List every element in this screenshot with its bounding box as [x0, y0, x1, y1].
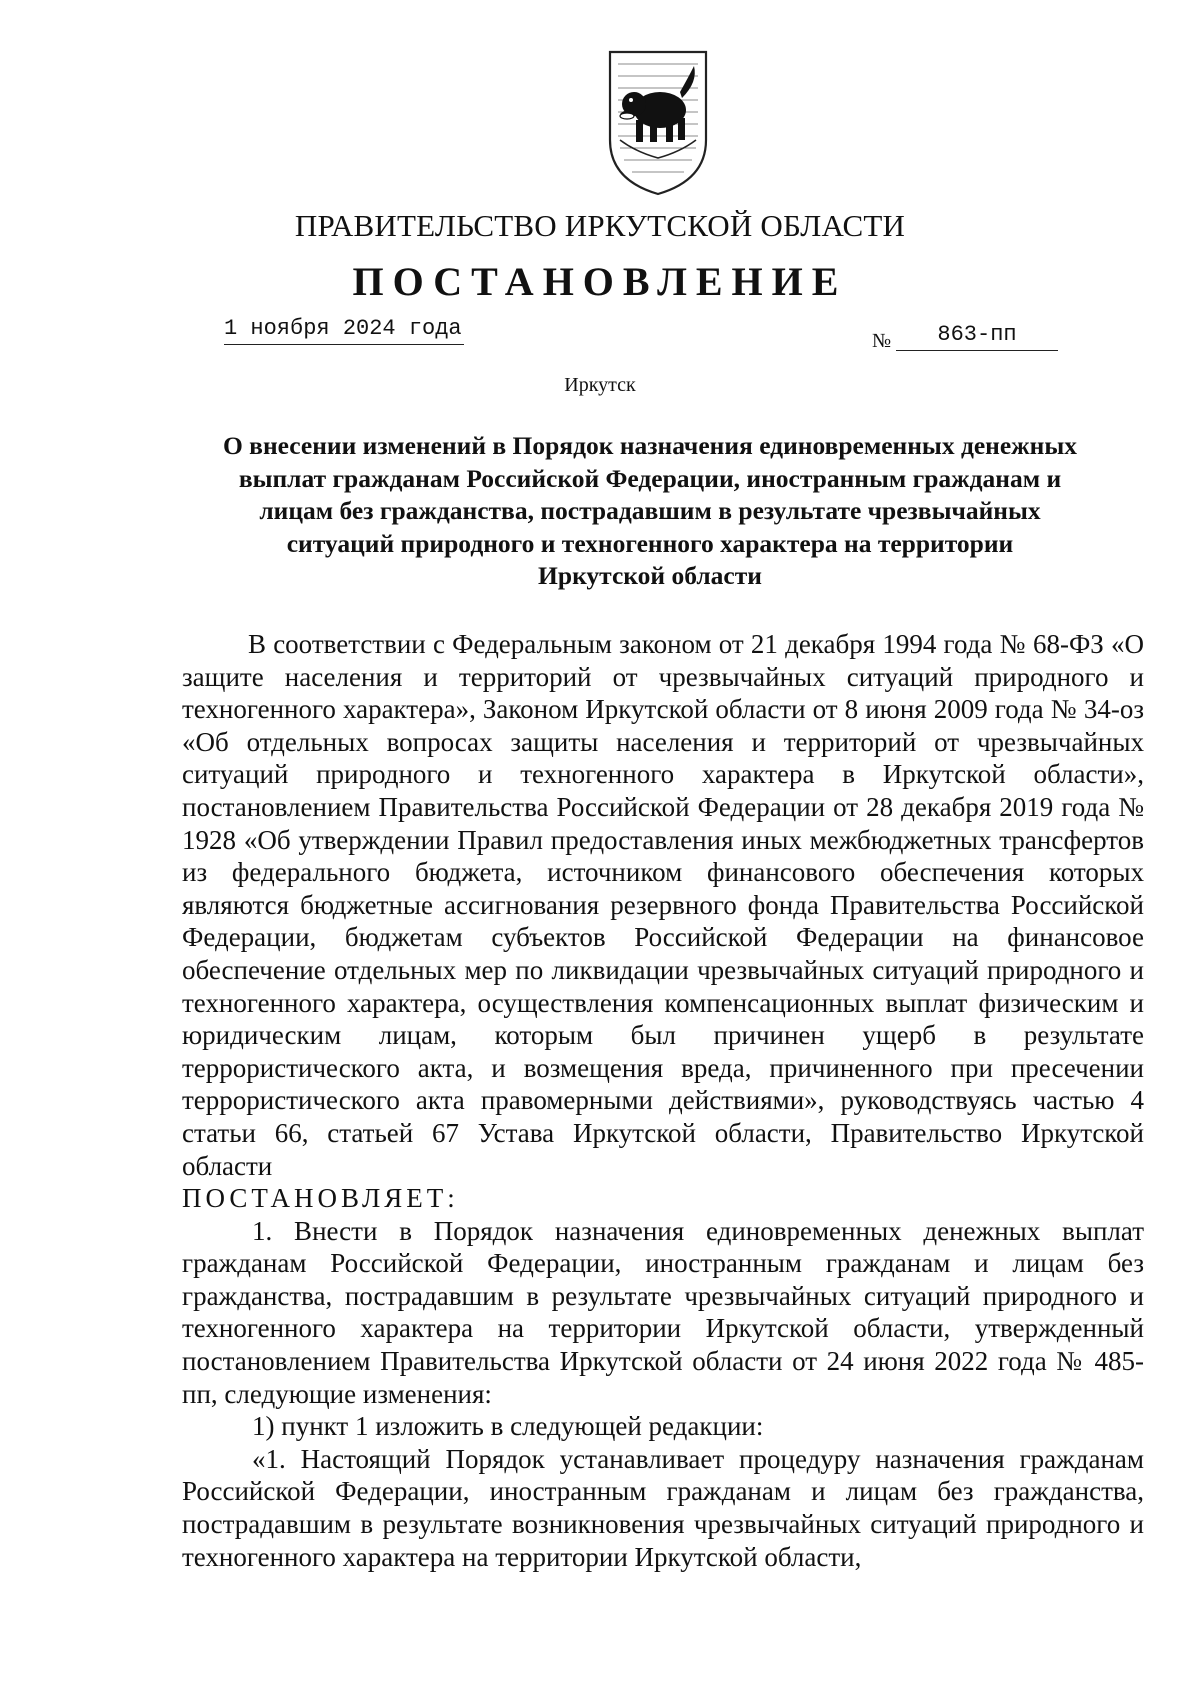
irkutsk-coat-of-arms-emblem	[606, 48, 710, 198]
document-body	[182, 628, 1144, 1573]
document-date: 1 ноября 2024 года	[224, 316, 464, 345]
organization-name: ПРАВИТЕЛЬСТВО ИРКУТСКОЙ ОБЛАСТИ	[294, 208, 906, 243]
document-number: 863-пп	[896, 322, 1058, 351]
item-1-paragraph: 1. Внести в Порядок назначения единовременных денежных выплат гражданам Российской Федерации, иностранным гражданам и лицам без гражданства, пострадавшим в результате чрезвычайных ситуаций природного и техногенного характера на территории Иркутской области, утвержденный постановлением Правительства Иркутской области от 24 июня 2022 года № 485-пп, следующие изменения:	[182, 1215, 1144, 1409]
city-name: Иркутск	[564, 374, 636, 396]
decree-word: ПОСТАНОВЛЯЕТ:	[182, 1183, 459, 1214]
document-type: ПОСТАНОВЛЕНИЕ	[352, 259, 848, 304]
number-label: №	[872, 330, 892, 352]
title-line: лицам без гражданства, пострадавшим в результате чрезвычайных	[259, 496, 1041, 525]
quoted-paragraph: «1. Настоящий Порядок устанавливает процедуру назначения гражданам Российской Федерации, иностранным гражданам и лицам без гражданства, пострадавшим в результате возникновения чрезвычайных ситуаций природного и техногенного характера на территории Иркутской области,	[182, 1443, 1144, 1572]
subitem-1-paragraph: 1) пункт 1 изложить в следующей редакции:	[252, 1411, 764, 1442]
title-line: выплат гражданам Российской Федерации, иностранным гражданам и	[238, 463, 1062, 493]
title-line: ситуаций природного и техногенного характера на территории	[286, 528, 1014, 558]
preamble-paragraph: В соответствии с Федеральным законом от 21 декабря 1994 года № 68-ФЗ «О защите населения и территорий от чрезвычайных ситуаций природного и техногенного характера», Законом Иркутской области от 8 июня 2009 года № 34-оз «Об отдельных вопросах защиты населения и территорий от чрезвычайных ситуаций природного и техногенного характера в Иркутской области», постановлением Правительства Российской Федерации от 28 декабря 2019 года № 1928 «Об утверждении Правил предоставления иных межбюджетных трансфертов из федерального бюджета, источником финансового обеспечения которых являются бюджетные ассигнования резервного фонда Правительства Российской Федерации, бюджетам субъектов Российской Федерации на финансовое обеспечение отдельных мер по ликвидации чрезвычайных ситуаций природного и техногенного характера, осуществления компенсационных выплат физическим и юридическим лицам, которым был причинен ущерб в результате террористического акта, и возмещения вреда, причиненного при пресечении террористического акта правомерными действиями», руководствуясь частью 4 статьи 66, статьей 67 Устава Иркутской области, Правительство Иркутской области	[182, 629, 1144, 1181]
document-title	[170, 430, 1130, 593]
title-line: Иркутской области	[538, 561, 762, 590]
title-line: О внесении изменений в Порядок назначения единовременных денежных	[222, 431, 1078, 460]
